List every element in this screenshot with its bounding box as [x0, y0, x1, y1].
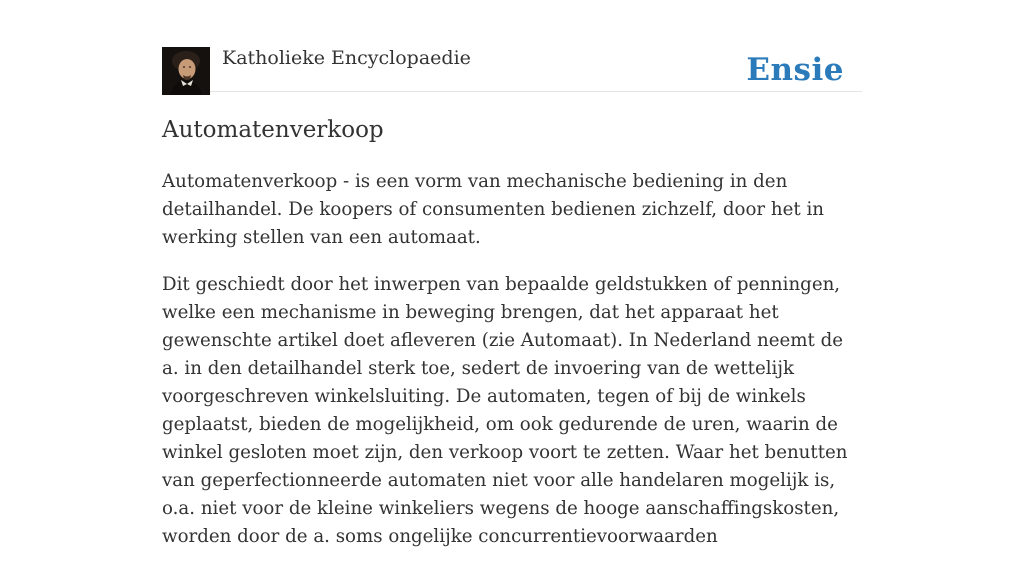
source-name-link[interactable]: Katholieke Encyclopaedie: [222, 47, 471, 69]
page: [162, 0, 862, 547]
article-title: Automatenverkoop: [162, 117, 384, 143]
article-body: [162, 168, 862, 570]
article-paragraph-1: Automatenverkoop - is een vorm van mechanische bediening in den detailhandel. De koopers of consumenten bedienen zichzelf, door het in werking stellen van een automaat.: [162, 171, 824, 248]
portrait-avatar-icon[interactable]: [162, 47, 210, 95]
brand-logo[interactable]: Ensie: [746, 52, 844, 88]
header: [162, 0, 862, 92]
article-paragraph-2: Dit geschiedt door het inwerpen van bepaalde geldstukken of penningen, welke een mechanisme in beweging brengen, dat het apparaat het gewenschte artikel doet afleveren (zie Automaat). In Nederland neemt de a. in den detailhandel sterk toe, sedert de invoering van de wettelijk voorgeschreven winkelsluiting. De automaten, tegen of bij de winkels geplaatst, bieden de mogelijkheid, om ook gedurende de uren, waarin de winkel gesloten moet zijn, den verkoop voort te zetten. Waar het benutten van geperfectionneerde automaten niet voor alle handelaren mogelijk is, o.a. niet voor de kleine winkeliers wegens de hooge aanschaffingskosten, worden door de a. soms ongelijke concurrentievoorwaarden: [162, 274, 848, 547]
